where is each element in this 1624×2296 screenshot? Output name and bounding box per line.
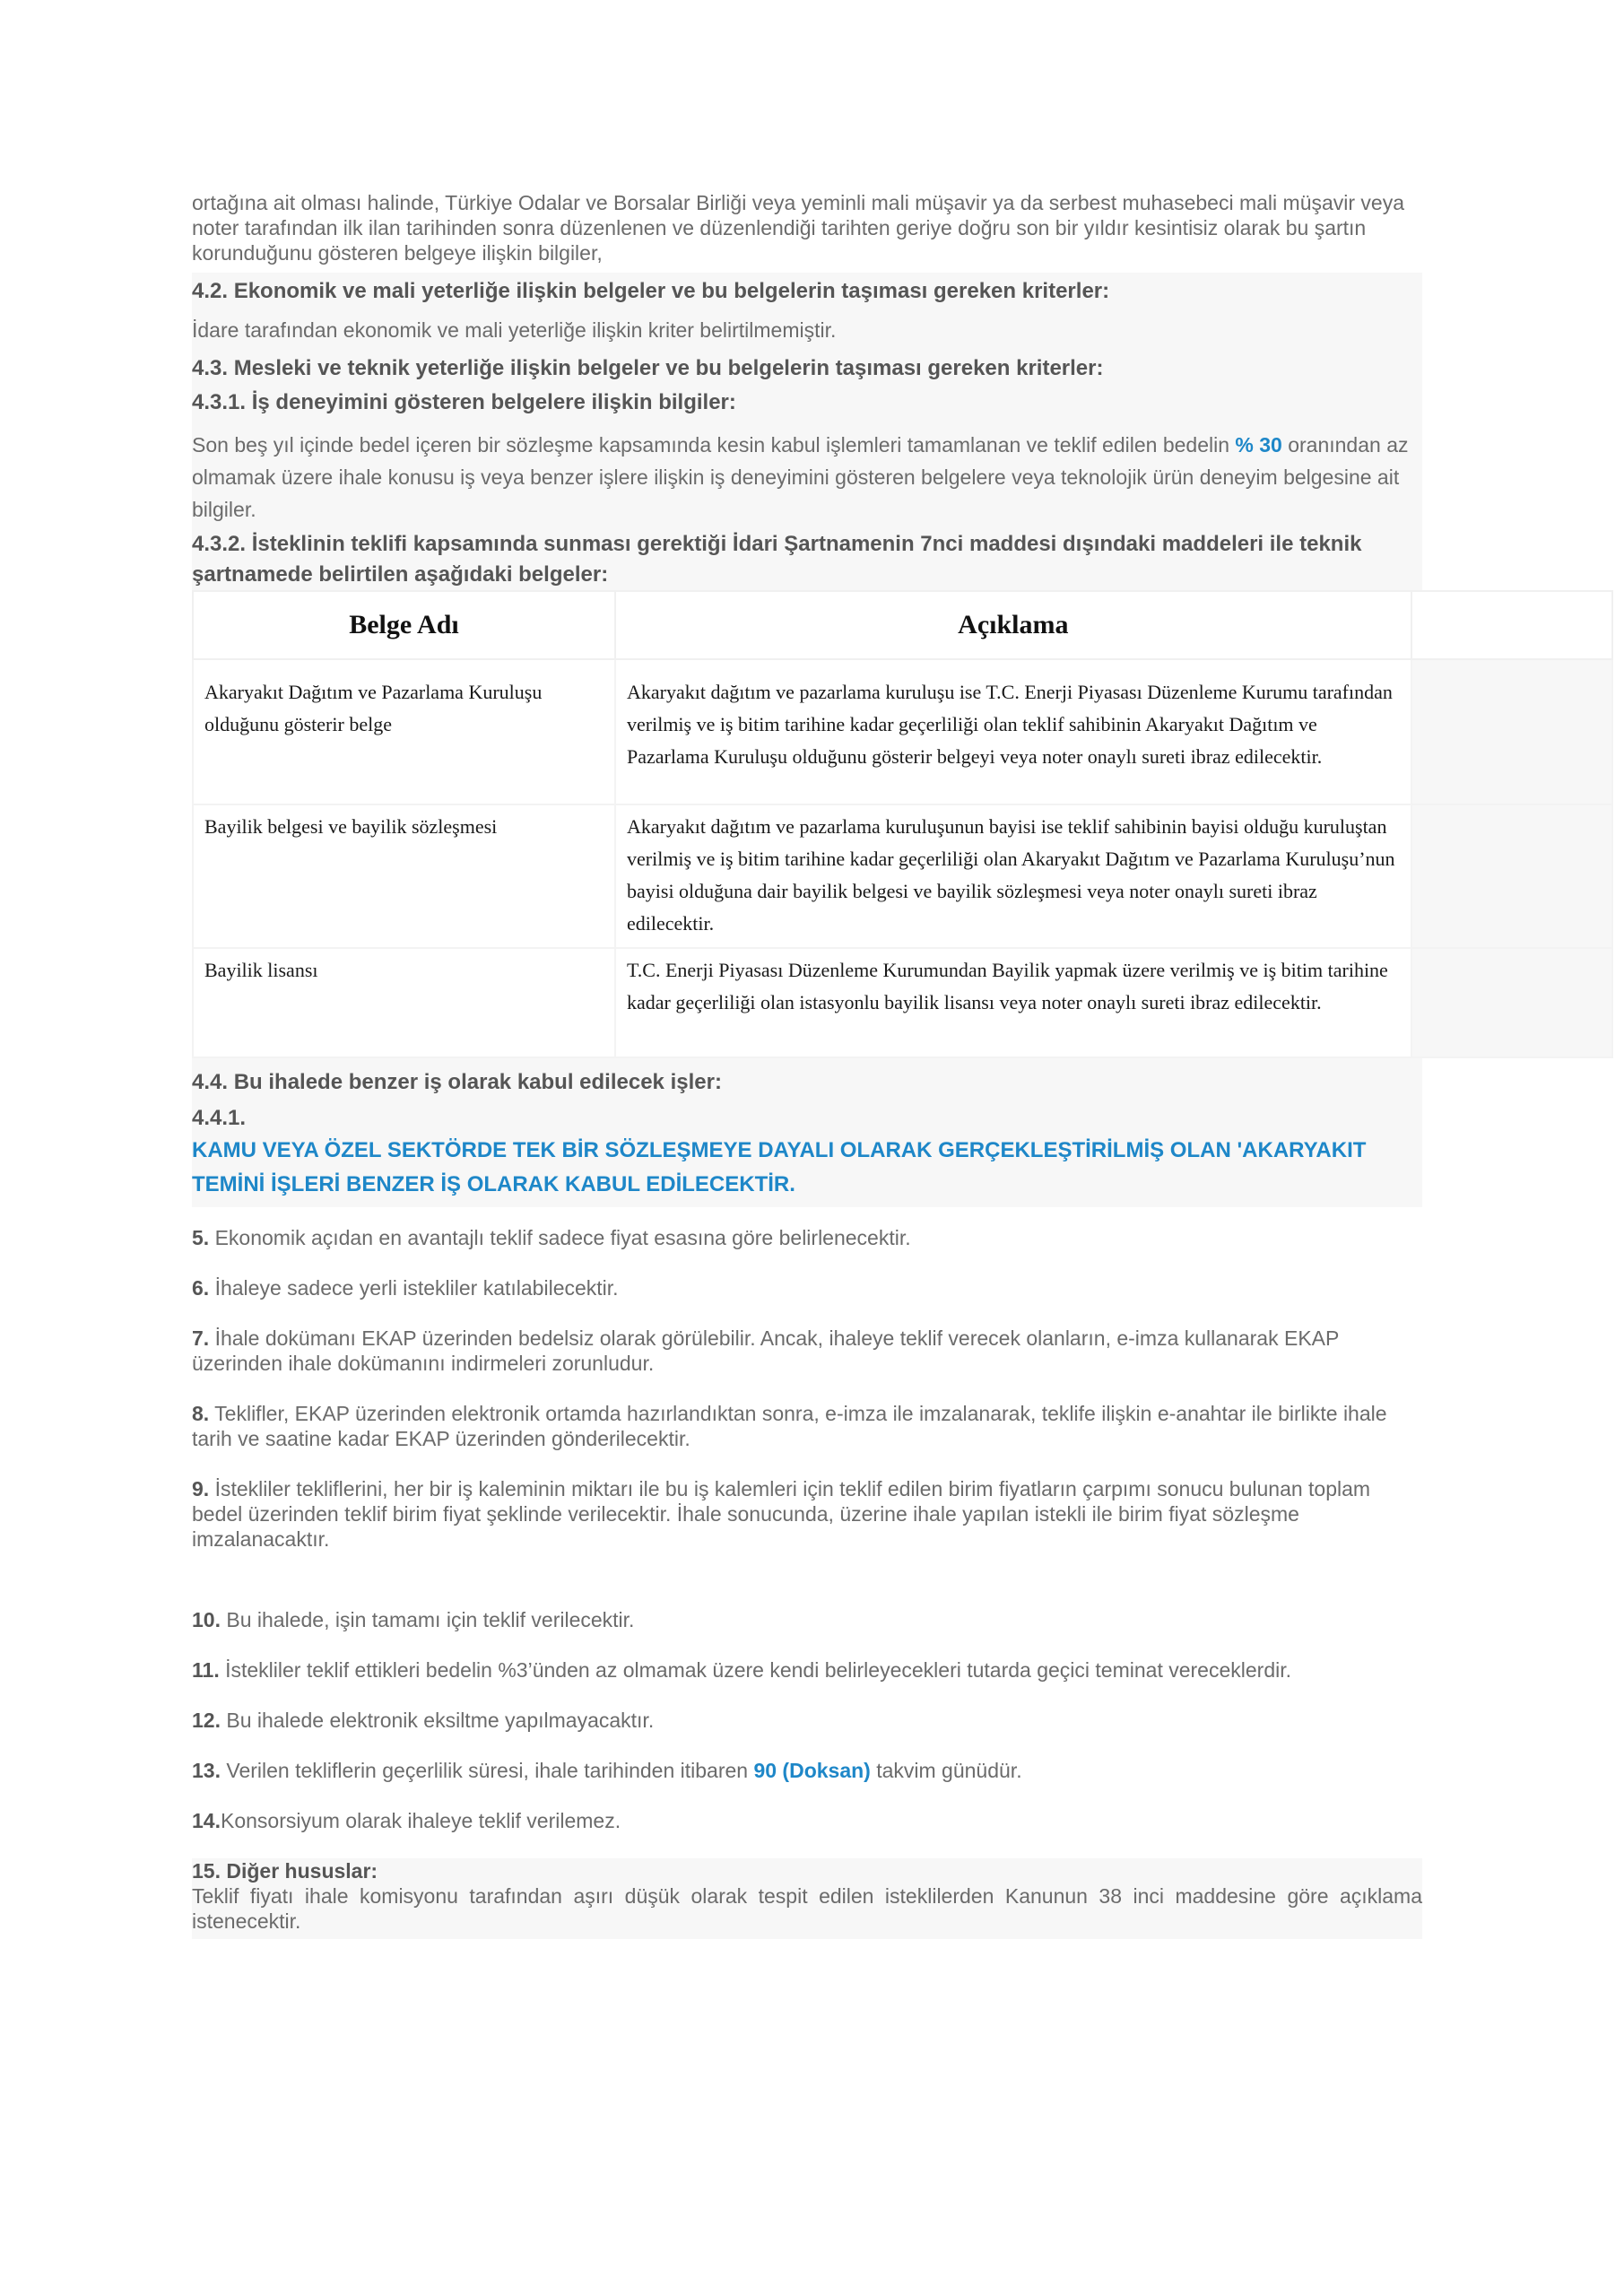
section-4-3-title: 4.3. Mesleki ve teknik yeterliğe ilişkin belgeler ve bu belgelerin taşıması gereken kriterler: (192, 356, 1104, 380)
document-page (192, 190, 1422, 1939)
table-cell-description: Akaryakıt dağıtım ve pazarlama kuruluşunun bayisi ise teklif sahibinin bayisi olduğu kuruluştan verilmiş ve iş bitim tarihine kadar geçerliliği olan Akaryakıt Dağıtım ve Pazarlama Kuruluşu’nun bayisi olduğuna dair bayilik belgesi ve bayilik sözleşmesi veya noter onaylı sureti ibraz edilecektir. (615, 804, 1411, 948)
section-4-3-1-heading: İş deneyimini gösteren belgelere ilişkin bilgiler: (251, 390, 736, 414)
item-5-text: Ekonomik açıdan en avantajlı teklif sadece fiyat esasına göre belirlenecektir. (214, 1226, 911, 1249)
item-15 (192, 1858, 1422, 1939)
item-13-number: 13. (192, 1759, 221, 1782)
table-extra-cell (1411, 948, 1612, 1057)
item-14-number: 14. (192, 1809, 221, 1832)
intro-paragraph: ortağına ait olması halinde, Türkiye Odalar ve Borsalar Birliği veya yeminli mali müşavir ya da serbest muhasebeci mali müşavir veya noter tarafından ilk ilan tarihinden sonra düzenlenen ve düzenlendiği tarihten geriye doğru son bir yıldır kesintisiz olarak bu şartın korunduğunu gösteren belgeye ilişkin bilgiler, (192, 191, 1405, 265)
section-4-3-2-number: 4.3.2. (192, 532, 247, 556)
table-cell-description: T.C. Enerji Piyasası Düzenleme Kurumundan Bayilik yapmak üzere verilmiş ve iş bitim tarihine kadar geçerliliği olan istasyonlu bayilik lisansı veya noter onaylı sureti ibraz edilecektir. (615, 948, 1411, 1057)
column-header-document-name: Belge Adı (193, 591, 615, 659)
section-4-2-body: İdare tarafından ekonomik ve mali yeterliğe ilişkin kriter belirtilmemiştir. (192, 318, 837, 342)
section-4-3-1-body-b: oranından az olmamak üzere ihale konusu iş veya benzer işlere ilişkin iş deneyimini gösteren belgelere veya teknolojik ürün deneyim belgesine ait bilgiler. (192, 433, 1409, 521)
table-header-row (193, 591, 1612, 659)
section-4-3-1-number: 4.3.1. (192, 390, 247, 414)
item-11 (192, 1657, 1422, 1683)
item-7-text: İhale dokümanı EKAP üzerinden bedelsiz olarak görülebilir. Ancak, ihaleye teklif verecek olanların, e-imza kullanarak EKAP üzerinden ihale dokümanını indirmeleri zorunludur. (192, 1326, 1339, 1375)
item-13-validity-period: 90 (Doksan) (753, 1759, 871, 1782)
column-header-description: Açıklama (615, 591, 1411, 659)
table-cell-description: Akaryakıt dağıtım ve pazarlama kuruluşu ise T.C. Enerji Piyasası Düzenleme Kurumu tarafından verilmiş ve iş bitim tarihine kadar geçerliliği olan teklif sahibinin Akaryakıt Dağıtım ve Pazarlama Kuruluşu olduğunu gösterir belgeyi veya noter onaylı sureti ibraz edilecektir. (615, 659, 1411, 804)
item-7 (192, 1326, 1422, 1376)
item-6-number: 6. (192, 1276, 210, 1300)
item-15-heading (192, 1858, 1422, 1883)
item-15-number: 15. (192, 1859, 221, 1883)
item-14-text: Konsorsiyum olarak ihaleye teklif verilemez. (220, 1809, 621, 1832)
item-8-number: 8. (192, 1402, 210, 1425)
table-cell-document-name: Bayilik belgesi ve bayilik sözleşmesi (193, 804, 615, 948)
section-4-3-1-title (192, 384, 1422, 418)
item-8 (192, 1401, 1422, 1451)
table-extra-header (1411, 591, 1612, 659)
item-9 (192, 1476, 1422, 1552)
item-13 (192, 1758, 1422, 1783)
item-14 (192, 1808, 1422, 1833)
item-12-number: 12. (192, 1709, 221, 1732)
table-cell-document-name: Bayilik lisansı (193, 948, 615, 1057)
section-4-4-title: 4.4. Bu ihalede benzer iş olarak kabul edilecek işler: (192, 1070, 722, 1094)
item-15-text: Teklif fiyatı ihale komisyonu tarafından aşırı düşük olarak tespit edilen isteklilerden Kanunun 38 inci maddesine göre açıklama istenecektir. (192, 1884, 1422, 1933)
section-4-3-1-percent: % 30 (1235, 433, 1282, 457)
item-11-text: İstekliler teklif ettikleri bedelin %3’ünden az olmamak üzere kendi belirleyecekleri tutarda geçici teminat vereceklerdir. (225, 1658, 1292, 1682)
table-row (193, 659, 1612, 804)
item-5 (192, 1225, 1422, 1250)
item-10-number: 10. (192, 1608, 221, 1631)
table-extra-cell (1411, 659, 1612, 804)
item-10-text: Bu ihalede, işin tamamı için teklif verilecektir. (226, 1608, 635, 1631)
item-7-number: 7. (192, 1326, 210, 1350)
section-4-2-title: 4.2. Ekonomik ve mali yeterliğe ilişkin belgeler ve bu belgelerin taşıması gereken kriterler: (192, 279, 1110, 303)
item-15-title: Diğer hususlar: (226, 1859, 378, 1883)
numbered-items (192, 1207, 1422, 1939)
section-4-3-1-body-a: Son beş yıl içinde bedel içeren bir sözleşme kapsamında kesin kabul işlemleri tamamlanan ve teklif edilen bedelin (192, 433, 1229, 457)
table-row (193, 804, 1612, 948)
item-12 (192, 1708, 1422, 1733)
section-4-3-2-heading: İsteklinin teklifi kapsamında sunması gerektiği İdari Şartnamenin 7nci maddesi dışındaki maddeleri ile teknik şartnamede belirtilen aşağıdaki belgeler: (192, 532, 1362, 587)
section-4-4-1-number: 4.4.1. (192, 1106, 247, 1130)
item-9-text: İstekliler tekliflerini, her bir iş kaleminin miktarı ile bu iş kalemleri için teklif edilen birim fiyatların çarpımı sonucu bulunan toplam bedel üzerinden teklif birim fiyat şeklinde verilecektir. İhale sonucunda, üzerine ihale yapılan istekli ile birim fiyat sözleşme imzalanacaktır. (192, 1477, 1371, 1551)
item-5-number: 5. (192, 1226, 210, 1249)
item-6 (192, 1275, 1422, 1300)
table-cell-document-name: Akaryakıt Dağıtım ve Pazarlama Kuruluşu olduğunu gösterir belge (193, 659, 615, 804)
item-13-text-a: Verilen tekliflerin geçerlilik süresi, ihale tarihinden itibaren (226, 1759, 749, 1782)
item-6-text: İhaleye sadece yerli istekliler katılabilecektir. (214, 1276, 619, 1300)
section-4-3-2-title (192, 526, 1411, 590)
section-4-4-1-body: KAMU VEYA ÖZEL SEKTÖRDE TEK BİR SÖZLEŞMEYE DAYALI OLARAK GERÇEKLEŞTİRİLMİŞ OLAN 'AKARYAKIT TEMİNİ İŞLERİ BENZER İŞ OLARAK KABUL EDİLECEKTİR. (192, 1138, 1367, 1196)
table-row (193, 948, 1612, 1057)
section-4-3 (192, 348, 1422, 590)
section-4-3-1-body (192, 418, 1411, 526)
item-9-number: 9. (192, 1477, 210, 1500)
item-13-text-b: takvim günüdür. (876, 1759, 1022, 1782)
item-12-text: Bu ihalede elektronik eksiltme yapılmayacaktır. (226, 1709, 655, 1732)
documents-table (192, 590, 1613, 1058)
item-8-text: Teklifler, EKAP üzerinden elektronik ortamda hazırlandıktan sonra, e-imza ile imzalanarak, teklife ilişkin e-anahtar ile birlikte ihale tarih ve saatine kadar EKAP üzerinden gönderilecektir. (192, 1402, 1387, 1450)
item-10 (192, 1607, 1422, 1632)
section-4-4 (192, 1058, 1422, 1207)
table-extra-cell (1411, 804, 1612, 948)
section-4-2 (192, 273, 1422, 348)
item-11-number: 11. (192, 1658, 220, 1682)
